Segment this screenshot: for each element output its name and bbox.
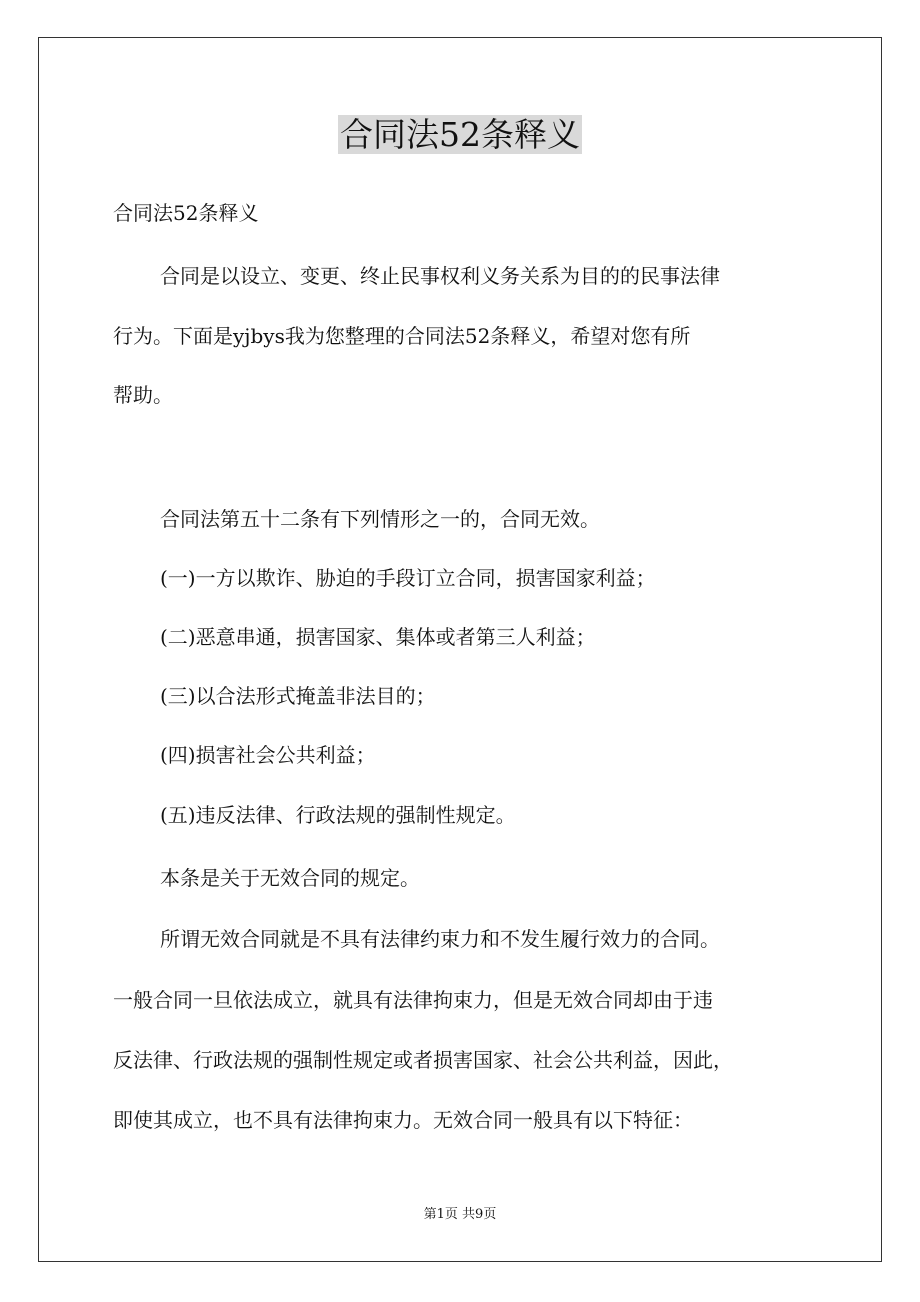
paragraph-line-1: 合同是以设立、变更、终止民事权利义务关系为目的的民事法律 xyxy=(160,264,720,288)
clause-2-line: (二)恶意串通，损害国家、集体或者第三人利益； xyxy=(160,625,596,649)
page-footer: 第1页 共9页 xyxy=(423,1207,497,1222)
clause-4-line: (四)损害社会公共利益； xyxy=(160,743,376,767)
interpretation-line-1: 所谓无效合同就是不具有法律约束力和不发生履行效力的合同。 xyxy=(160,927,720,951)
paragraph-line-2: 行为。下面是yjbys我为您整理的合同法52条释义，希望对您有所 xyxy=(113,324,691,348)
interpretation-line-4: 即使其成立，也不具有法律拘束力。无效合同一般具有以下特征： xyxy=(113,1108,693,1132)
clause-1-line: (一)一方以欺诈、胁迫的手段订立合同，损害国家利益； xyxy=(160,566,656,590)
interpretation-line-2: 一般合同一旦依法成立，就具有法律拘束力，但是无效合同却由于违 xyxy=(113,988,713,1012)
article-heading-line: 合同法第五十二条有下列情形之一的，合同无效。 xyxy=(160,507,600,531)
paragraph-line-3: 帮助。 xyxy=(113,383,173,407)
document-title xyxy=(0,113,920,157)
document-subtitle: 合同法52条释义 xyxy=(113,201,259,225)
interpretation-line-3: 反法律、行政法规的强制性规定或者损害国家、社会公共利益，因此， xyxy=(113,1048,733,1072)
document-title-text: 合同法52条释义 xyxy=(340,115,580,154)
clause-3-line: (三)以合法形式掩盖非法目的； xyxy=(160,684,436,708)
clause-5-line: (五)违反法律、行政法规的强制性规定。 xyxy=(160,803,516,827)
interpretation-intro-line: 本条是关于无效合同的规定。 xyxy=(160,866,420,890)
